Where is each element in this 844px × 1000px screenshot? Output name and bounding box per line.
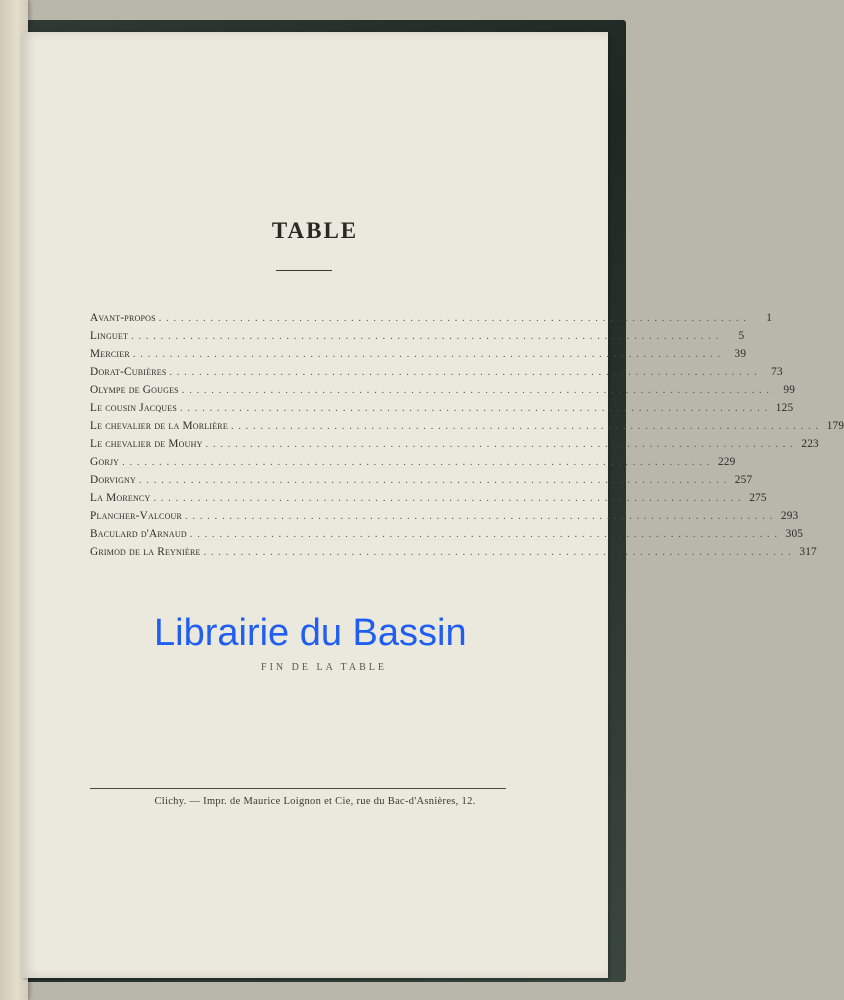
toc-entry [90, 528, 804, 546]
toc-leader-dots: . . . . . . . . . . . . . . . . . . . . . . . . . . . . . . . . . . . . . . . . . . . . . . . . . . . . . . . . . . . . . . . . . . . . . . . . . . . . . . . . [122, 457, 711, 468]
toc-entry [90, 312, 773, 330]
book-page [22, 32, 844, 978]
toc-entry-title: Dorat-Cubières [90, 366, 167, 378]
toc-entry-title: Mercier [90, 348, 130, 360]
toc-entry-page: 179 [826, 420, 844, 432]
toc-leader-dots: . . . . . . . . . . . . . . . . . . . . . . . . . . . . . . . . . . . . . . . . . . . . . . . . . . . . . . . . . . . . . . . . . . . . . . . . . . . . . . . . [139, 475, 728, 486]
toc-entry-page: 99 [783, 384, 796, 396]
toc-entry [90, 402, 794, 420]
toc-entry-title: Avant-propos [90, 312, 156, 324]
toc-entry-title: Olympe de Gouges [90, 384, 179, 396]
toc-leader-dots: . . . . . . . . . . . . . . . . . . . . . . . . . . . . . . . . . . . . . . . . . . . . . . . . . . . . . . . . . . . . . . . . . . . . . . . . . . . . . . . . [132, 349, 722, 360]
toc-entry [90, 366, 783, 384]
toc-entry-page: 39 [734, 348, 747, 360]
toc-entry-title: La Morency [90, 492, 151, 504]
fin-de-la-table: FIN DE LA TABLE [261, 662, 387, 673]
toc-entry-page: 305 [785, 528, 804, 540]
toc-entry-page: 229 [717, 456, 736, 468]
toc-leader-dots: . . . . . . . . . . . . . . . . . . . . . . . . . . . . . . . . . . . . . . . . . . . . . . . . . . . . . . . . . . . . . . . . . . . . . . . . . . . . . . . . [185, 511, 774, 522]
toc-entry-page: 275 [749, 492, 767, 504]
toc-entry-title: Le cousin Jacques [90, 402, 178, 414]
toc-entry-page: 1 [766, 312, 773, 324]
imprint-divider [90, 788, 506, 789]
toc-leader-dots: . . . . . . . . . . . . . . . . . . . . . . . . . . . . . . . . . . . . . . . . . . . . . . . . . . . . . . . . . . . . . . . . . . . . . . . . . . . . . . . . [153, 493, 742, 504]
toc-entry [90, 330, 745, 348]
toc-entry-page: 73 [771, 366, 783, 378]
toc-entry [90, 546, 817, 564]
toc-entry-page: 317 [799, 546, 817, 558]
toc-entry-title: Gorjy [90, 456, 120, 468]
watermark: Librairie du Bassin [154, 612, 467, 654]
toc-entry-title: Le chevalier de la Morlière [90, 420, 228, 432]
toc-leader-dots: . . . . . . . . . . . . . . . . . . . . . . . . . . . . . . . . . . . . . . . . . . . . . . . . . . . . . . . . . . . . . . . . . . . . . . . . . . . . . . . . [180, 403, 769, 414]
toc-entry [90, 420, 844, 438]
toc-entry [90, 492, 767, 510]
table-of-contents [90, 312, 844, 564]
page-title: TABLE [271, 218, 359, 243]
toc-leader-dots: . . . . . . . . . . . . . . . . . . . . . . . . . . . . . . . . . . . . . . . . . . . . . . . . . . . . . . . . . . . . . . . . . . . . . . . . . . . . . . . . [169, 367, 758, 378]
toc-entry-title: Linguet [90, 330, 129, 342]
toc-entry-title: Grimod de la Reynière [90, 546, 201, 558]
toc-leader-dots: . . . . . . . . . . . . . . . . . . . . . . . . . . . . . . . . . . . . . . . . . . . . . . . . . . . . . . . . . . . . . . . . . . . . . . . . . . . . . . . . [203, 547, 792, 558]
toc-entry-page: 257 [734, 474, 753, 486]
toc-entry [90, 474, 753, 492]
printer-imprint: Clichy. — Impr. de Maurice Loignon et Cie, rue du Bac-d'Asnières, 12. [154, 796, 476, 807]
toc-entry-title: Plancher-Valcour [90, 510, 183, 522]
toc-entry [90, 384, 796, 402]
toc-entry [90, 348, 747, 366]
toc-leader-dots: . . . . . . . . . . . . . . . . . . . . . . . . . . . . . . . . . . . . . . . . . . . . . . . . . . . . . . . . . . . . . . . . . . . . . . . . . . . . . . . . [158, 313, 748, 324]
toc-leader-dots: . . . . . . . . . . . . . . . . . . . . . . . . . . . . . . . . . . . . . . . . . . . . . . . . . . . . . . . . . . . . . . . . . . . . . . . . . . . . . . . . [205, 439, 794, 450]
toc-entry-title: Baculard d'Arnaud [90, 528, 187, 540]
toc-entry-page: 293 [780, 510, 799, 522]
toc-entry [90, 510, 799, 528]
toc-entry [90, 456, 736, 474]
toc-entry-page: 223 [801, 438, 819, 450]
toc-entry-title: Le chevalier de Mouhy [90, 438, 203, 450]
toc-entry-page: 5 [738, 330, 745, 342]
toc-leader-dots: . . . . . . . . . . . . . . . . . . . . . . . . . . . . . . . . . . . . . . . . . . . . . . . . . . . . . . . . . . . . . . . . . . . . . . . . . . . . . . . . [230, 421, 820, 432]
title-divider [276, 270, 332, 271]
toc-entry-page: 125 [775, 402, 794, 414]
toc-leader-dots: . . . . . . . . . . . . . . . . . . . . . . . . . . . . . . . . . . . . . . . . . . . . . . . . . . . . . . . . . . . . . . . . . . . . . . . . . . . . . . . . [131, 331, 720, 342]
toc-leader-dots: . . . . . . . . . . . . . . . . . . . . . . . . . . . . . . . . . . . . . . . . . . . . . . . . . . . . . . . . . . . . . . . . . . . . . . . . . . . . . . . . [181, 385, 771, 396]
toc-entry [90, 438, 819, 456]
toc-entry-title: Dorvigny [90, 474, 137, 486]
toc-leader-dots: . . . . . . . . . . . . . . . . . . . . . . . . . . . . . . . . . . . . . . . . . . . . . . . . . . . . . . . . . . . . . . . . . . . . . . . . . . . . . . . . [189, 529, 779, 540]
